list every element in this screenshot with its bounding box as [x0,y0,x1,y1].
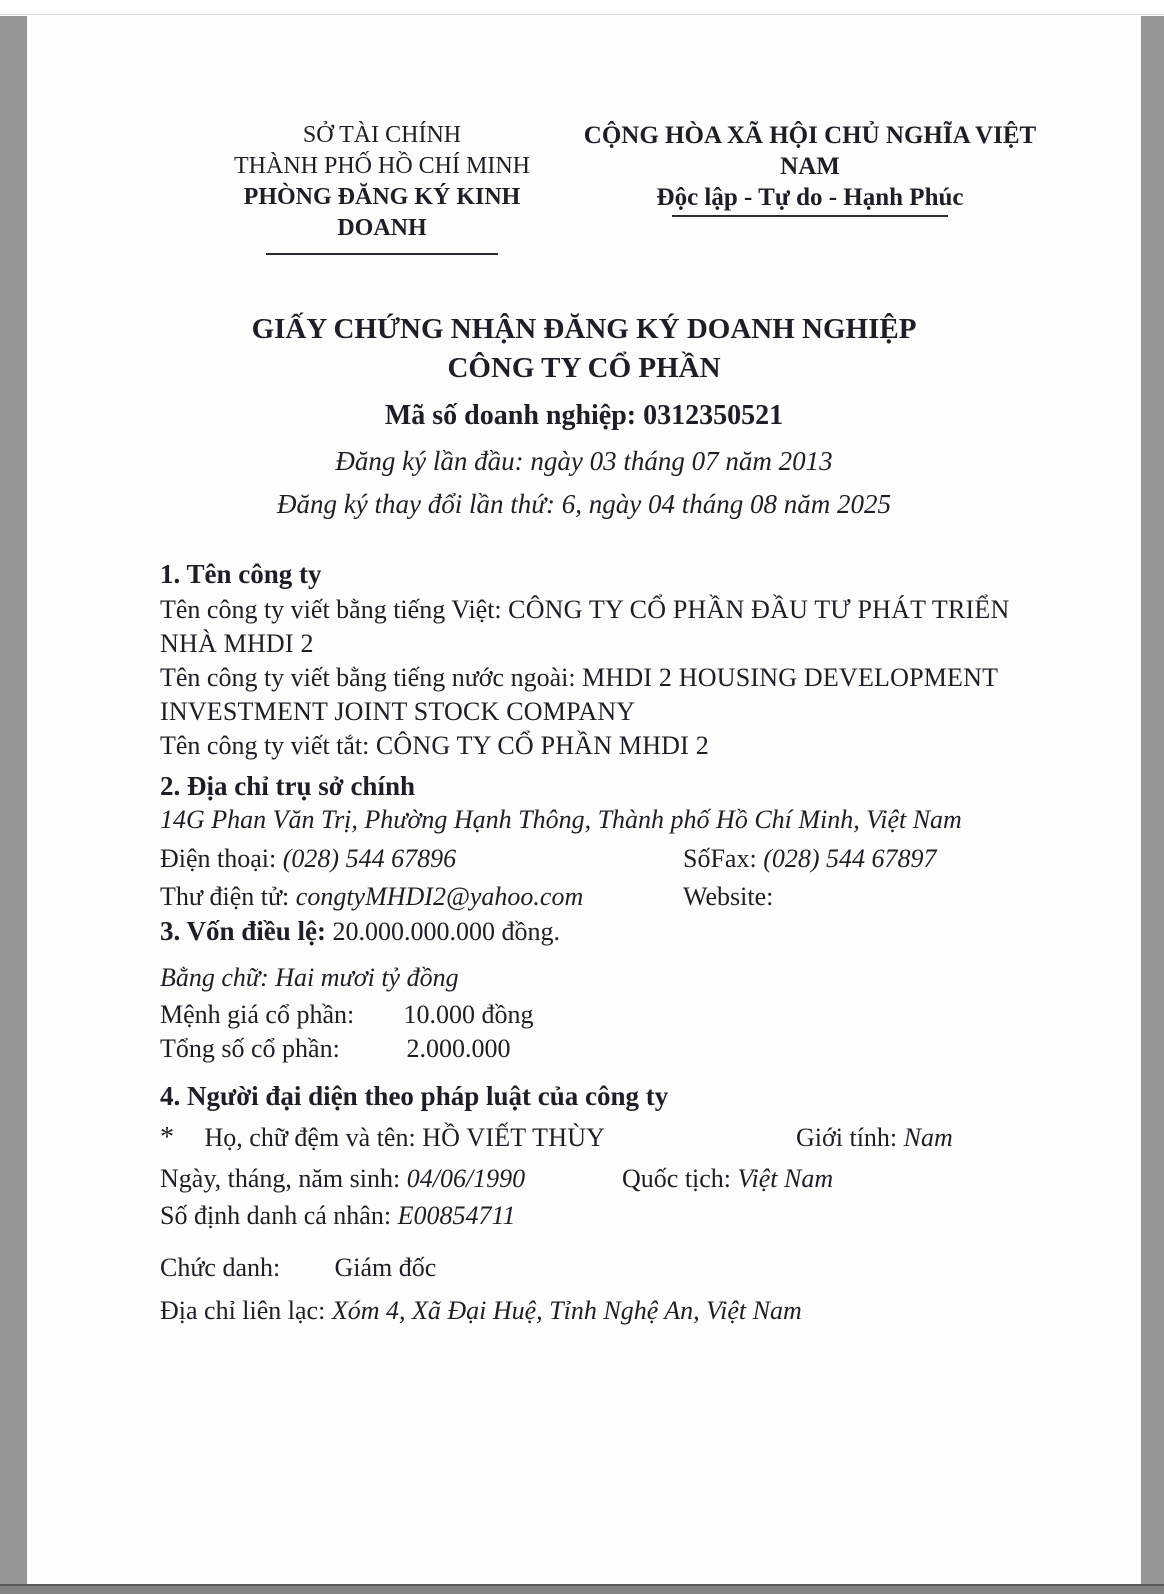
first-registration-line: Đăng ký lần đầu: ngày 03 tháng 07 năm 2013 [335,446,833,476]
contact-address-value: Xóm 4, Xã Đại Huệ, Tỉnh Nghệ An, Việt Nam [331,1296,802,1325]
id-label: Số định danh cá nhân: [160,1201,392,1230]
contact-address-row [160,1294,1065,1328]
total-shares-value: 2.000.000 [406,1034,511,1063]
section3-heading: 3. Vốn điều lệ: [160,916,327,946]
par-value-row [160,998,1065,1032]
par-value: 10.000 đồng [403,1000,534,1029]
phone-value: (028) 544 67896 [282,844,457,873]
rep-name-label: Họ, chữ đệm và tên: [204,1123,416,1152]
national-motto-block [575,120,1045,255]
document-header [27,120,1141,255]
position-row [160,1251,1065,1285]
section1-heading: 1. Tên công ty [160,559,322,589]
issuing-authority-block [197,120,567,255]
scan-background [0,16,1164,1584]
short-name-label: Tên công ty viết tắt: [160,731,370,760]
enterprise-code: Mã số doanh nghiệp: 0312350521 [384,400,784,431]
authority-line3: PHÒNG ĐĂNG KÝ KINH DOANH [243,184,521,241]
authority-line2: THÀNH PHỐ HỒ CHÍ MINH [234,153,530,179]
total-shares-label: Tổng số cổ phần: [160,1034,340,1063]
title-line2: CÔNG TY CỔ PHẦN [447,352,721,384]
authority-underline [266,253,498,255]
email-label: Thư điện tử: [160,882,290,911]
asterisk-marker: * [160,1122,174,1153]
vn-name-label: Tên công ty viết bằng tiếng Việt: [160,595,502,624]
fax-label: SốFax: [683,844,757,873]
nationality-value: Việt Nam [737,1164,834,1193]
email-website-row [160,880,1065,914]
website-label: Website: [683,882,774,911]
company-name-short [160,729,1065,763]
position-label: Chức danh: [160,1253,281,1282]
email-value: congtyMHDI2@yahoo.com [295,882,584,911]
par-value-label: Mệnh giá cổ phần: [160,1000,355,1029]
position-value: Giám đốc [334,1253,437,1282]
contact-address-label: Địa chỉ liên lạc: [160,1296,326,1325]
nationality-label: Quốc tịch: [622,1164,732,1193]
rep-name-value: HỒ VIẾT THÙY [422,1123,606,1152]
fax-field [683,842,937,876]
country-name: CỘNG HÒA XÃ HỘI CHỦ NGHĨA VIỆT NAM [583,122,1037,180]
foreign-name-value: MHDI 2 HOUSING DEVELOPMENT INVESTMENT JOINT STOCK COMPANY [160,663,998,726]
gender-value: Nam [903,1123,953,1152]
representative-name-row [160,1121,1065,1155]
foreign-name-label: Tên công ty viết bằng tiếng nước ngoài: [160,663,576,692]
viewer-top-strip [0,0,1164,15]
document-page [27,16,1141,1584]
short-name-value: CÔNG TY CỔ PHẦN MHDI 2 [375,731,709,760]
capital-in-words: Bằng chữ: Hai mươi tỷ đồng [160,963,459,992]
section4-heading: 4. Người đại diện theo pháp luật của công ty [160,1081,669,1111]
dob-label: Ngày, tháng, năm sinh: [160,1164,401,1193]
vn-name-value: CÔNG TY CỔ PHẦN ĐẦU TƯ PHÁT TRIỂN NHÀ MHDI 2 [160,595,1010,658]
phone-fax-row [160,842,1065,876]
company-name-vietnamese [160,593,1065,661]
dob-value: 04/06/1990 [406,1164,526,1193]
nationality-field [622,1162,833,1196]
website-field [683,880,773,914]
birthdate-row [160,1162,1065,1196]
document-body [27,557,1141,1328]
personal-id-row [160,1199,1065,1233]
viewer-bottom-bar [0,1584,1164,1594]
section2-heading: 2. Địa chỉ trụ sở chính [160,771,415,801]
id-value: E00854711 [397,1201,516,1230]
charter-capital-row [160,914,1065,949]
authority-line1: SỞ TÀI CHÍNH [302,122,462,148]
total-shares-row [160,1032,1065,1066]
motto-underline [672,215,948,217]
head-office-address: 14G Phan Văn Trị, Phường Hạnh Thông, Thành phố Hồ Chí Minh, Việt Nam [160,805,962,834]
phone-label: Điện thoại: [160,844,277,873]
gender-label: Giới tính: [796,1123,898,1152]
fax-value: (028) 544 67897 [763,844,937,873]
charter-capital-value: 20.000.000.000 đồng. [332,917,561,946]
title-line1: GIẤY CHỨNG NHẬN ĐĂNG KÝ DOANH NGHIỆP [251,313,917,345]
national-motto: Độc lập - Tự do - Hạnh Phúc [656,184,964,211]
company-name-foreign [160,661,1065,729]
amendment-line: Đăng ký thay đổi lần thứ: 6, ngày 04 tháng 08 năm 2025 [277,489,891,519]
gender-field [796,1121,953,1155]
document-title [27,310,1141,388]
